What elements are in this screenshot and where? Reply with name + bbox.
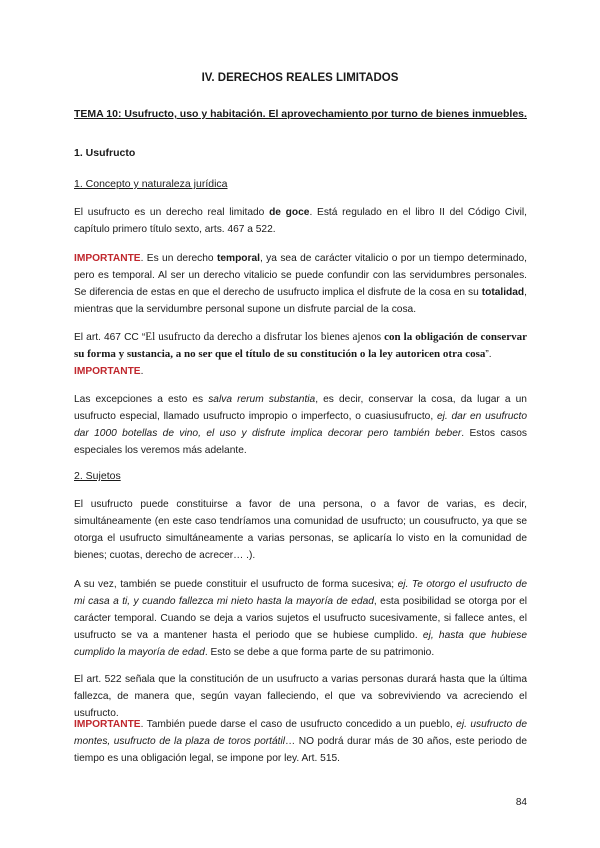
subsection-heading-sujetos: 2. Sujetos (74, 470, 121, 482)
paragraph-exceptions: Las excepciones a esto es salva rerum substantia, es decir, conservar la cosa, da lugar a un usufructo especial, llamado usufructo impropio o imperfecto, o cuasiusufructo, ej. dar en usufructo dar 1000 botellas de vino, el uso y disfrute implica decorar pero también beber. Estos casos especiales los veremos más adelante. (74, 394, 527, 456)
paragraph-successive: A su vez, también se puede constituir el usufructo de forma sucesiva; ej. Te otorgo el usufructo de mi casa a ti, y cuando fallezca mi nieto hasta la mayoría de edad, esta posibilidad se otorga por el carácter temporal. Cuando se deja a varios sujetos el usufructo sucesivamente, si fallece antes, el usufructo se va a mantener hasta el periodo que se hubiese cumplido. ej, hasta que hubiese cumplido la mayoría de edad. Esto se debe a que forma parte de su patrimonio. (74, 579, 527, 658)
subsection-heading-concepto: 1. Concepto y naturaleza jurídica (74, 178, 228, 190)
paragraph-temporal: IMPORTANTE. Es un derecho temporal, ya sea de carácter vitalicio o por un tiempo determinado, pero es temporal. Al ser un derecho vitalicio se puede confundir con las servidumbres personales. Se diferencia de estas en que el derecho de usufructo implica el disfrute de la cosa en su totalidad, mientras que la servidumbre personal supone un disfrute parcial de la cosa. (74, 253, 527, 315)
paragraph-definition: El usufructo es un derecho real limitado de goce. Está regulado en el libro II del Código Civil, capítulo primero título sexto, arts. 467 a 522. (74, 207, 528, 235)
important-label: IMPORTANTE (74, 719, 141, 730)
page-title: IV. DERECHOS REALES LIMITADOS (201, 72, 399, 84)
page-number: 84 (515, 797, 527, 808)
important-label: IMPORTANTE (74, 253, 141, 264)
important-label: IMPORTANTE (74, 366, 141, 377)
topic-heading: TEMA 10: Usufructo, uso y habitación. El aprovechamiento por turno de bienes inmuebles. (74, 108, 527, 120)
paragraph-article-522: El art. 522 señala que la constitución de un usufructo a varias personas durará hasta que la última fallezca, de manera que, según vayan falleciendo, el que va sobreviviendo va acreciendo el usufructo. (74, 674, 527, 719)
paragraph-simultaneous: El usufructo puede constituirse a favor de una persona, o a favor de varias, es decir, simultáneamente (en este caso tendríamos una comunidad de usufructo; un cousufructo, ya que se otorga el usufructo simultáneamente a varias personas, se aplicaría lo visto en la comunidad de bienes; cuotas, derecho de acrecer… .). (74, 499, 527, 561)
paragraph-town-usufruct: IMPORTANTE. También puede darse el caso de usufructo concedido a un pueblo, ej. usufructo de montes, usufructo de la plaza de toros portátil… NO podrá durar más de 30 años, este periodo de tiempo es una obligación legal, se impone por ley. Art. 515. (74, 719, 528, 764)
section-heading-usufructo: 1. Usufructo (74, 147, 136, 159)
paragraph-article-467: El art. 467 CC “El usufructo da derecho a disfrutar los bienes ajenos con la obligación de conservar su forma y sustancia, a no ser que el título de su constitución o la ley autoricen otra cosa”. IMPORTANTE. (74, 331, 527, 377)
